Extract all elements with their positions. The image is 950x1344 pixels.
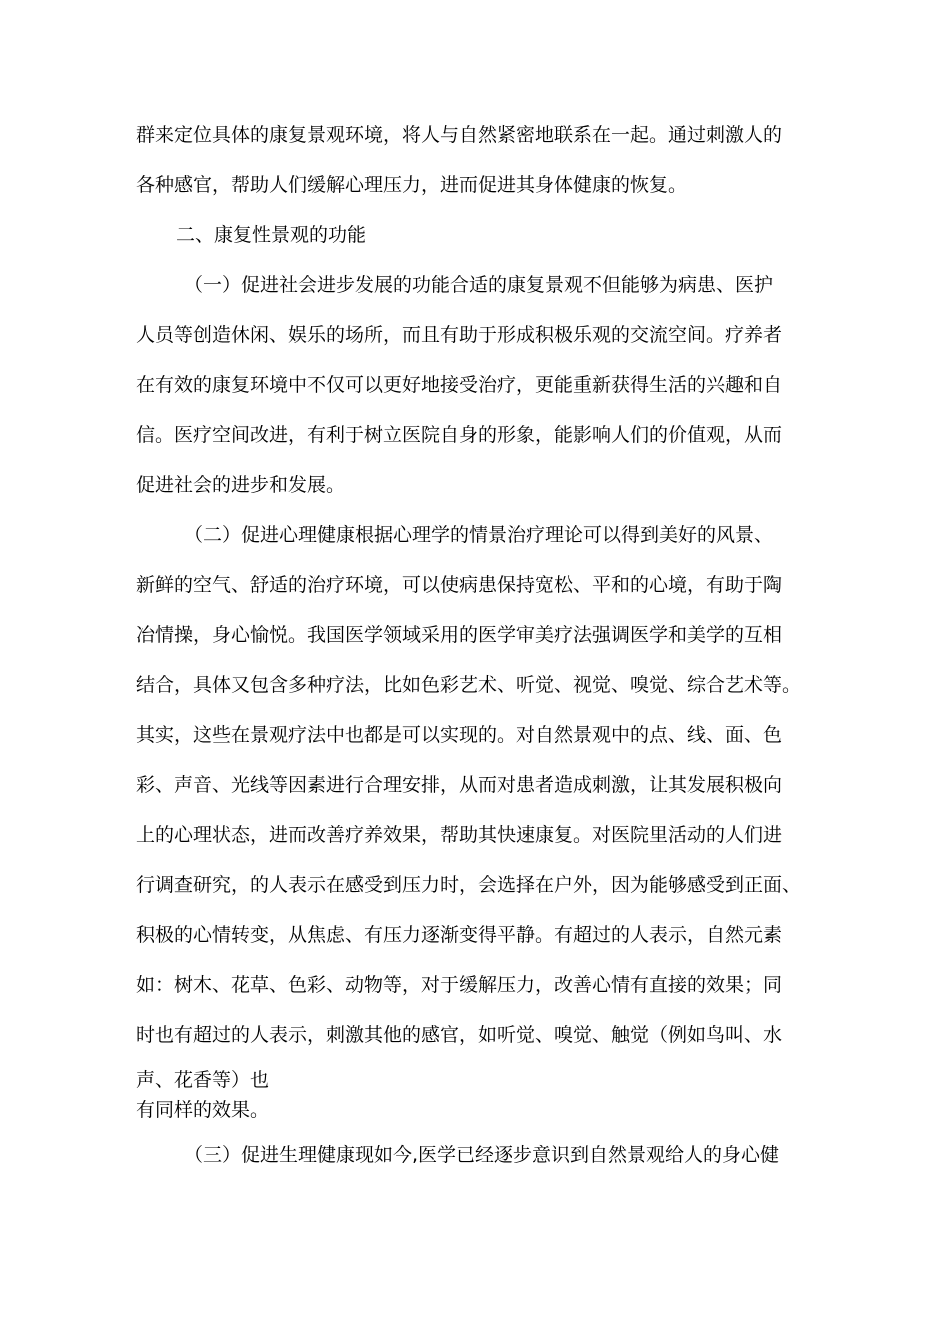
- text-line: 上的心理状态，进而改善疗养效果，帮助其快速康复。对医院里活动的人们进: [136, 824, 783, 846]
- text-line: 时也有超过的人表示，刺激其他的感官，如听觉、嗅觉、触觉（例如鸟叫、水: [136, 1024, 783, 1046]
- text-line: 彩、声音、光线等因素进行合理安排，从而对患者造成刺激，让其发展积极向: [136, 774, 783, 796]
- subsection-heading: （二）促进心理健康根据心理学的情景治疗理论可以得到美好的风景、: [184, 524, 774, 546]
- text-line: 促进社会的进步和发展。: [136, 474, 346, 496]
- text-line: 群来定位具体的康复景观环境，将人与自然紧密地联系在一起。通过刺激人的: [136, 124, 783, 146]
- text-line: 人员等创造休闲、娱乐的场所，而且有助于形成积极乐观的交流空间。疗养者: [136, 324, 783, 346]
- subsection-heading: （一）促进社会进步发展的功能合适的康复景观不但能够为病患、医护: [184, 274, 774, 296]
- text-line: 积极的心情转变，从焦虑、有压力逐渐变得平静。有超过的人表示，自然元素: [136, 924, 783, 946]
- text-line: 其实，这些在景观疗法中也都是可以实现的。对自然景观中的点、线、面、色: [136, 724, 783, 746]
- text-line: 信。医疗空间改进，有利于树立医院自身的形象，能影响人们的价值观，从而: [136, 424, 783, 446]
- text-line: 声、花香等）也: [136, 1069, 270, 1091]
- text-line: 各种感官，帮助人们缓解心理压力，进而促进其身体健康的恢复。: [136, 174, 688, 196]
- text-line: 冶情操，身心愉悦。我国医学领域采用的医学审美疗法强调医学和美学的互相: [136, 624, 783, 646]
- text-line: 结合，具体又包含多种疗法，比如色彩艺术、听觉、视觉、嗅觉、综合艺术等。: [136, 674, 802, 696]
- text-line: 行调查研究，的人表示在感受到压力时，会选择在户外，因为能够感受到正面、: [136, 874, 802, 896]
- text-line: 在有效的康复环境中不仅可以更好地接受治疗，更能重新获得生活的兴趣和自: [136, 374, 783, 396]
- section-heading: 二、康复性景观的功能: [176, 224, 367, 246]
- text-line: 新鲜的空气、舒适的治疗环境，可以使病患保持宽松、平和的心境，有助于陶: [136, 574, 783, 596]
- text-line: 如：树木、花草、色彩、动物等，对于缓解压力，改善心情有直接的效果；同: [136, 974, 783, 996]
- text-line: 有同样的效果。: [136, 1099, 270, 1121]
- subsection-heading: （三）促进生理健康现如今,医学已经逐步意识到自然景观给人的身心健: [184, 1144, 780, 1166]
